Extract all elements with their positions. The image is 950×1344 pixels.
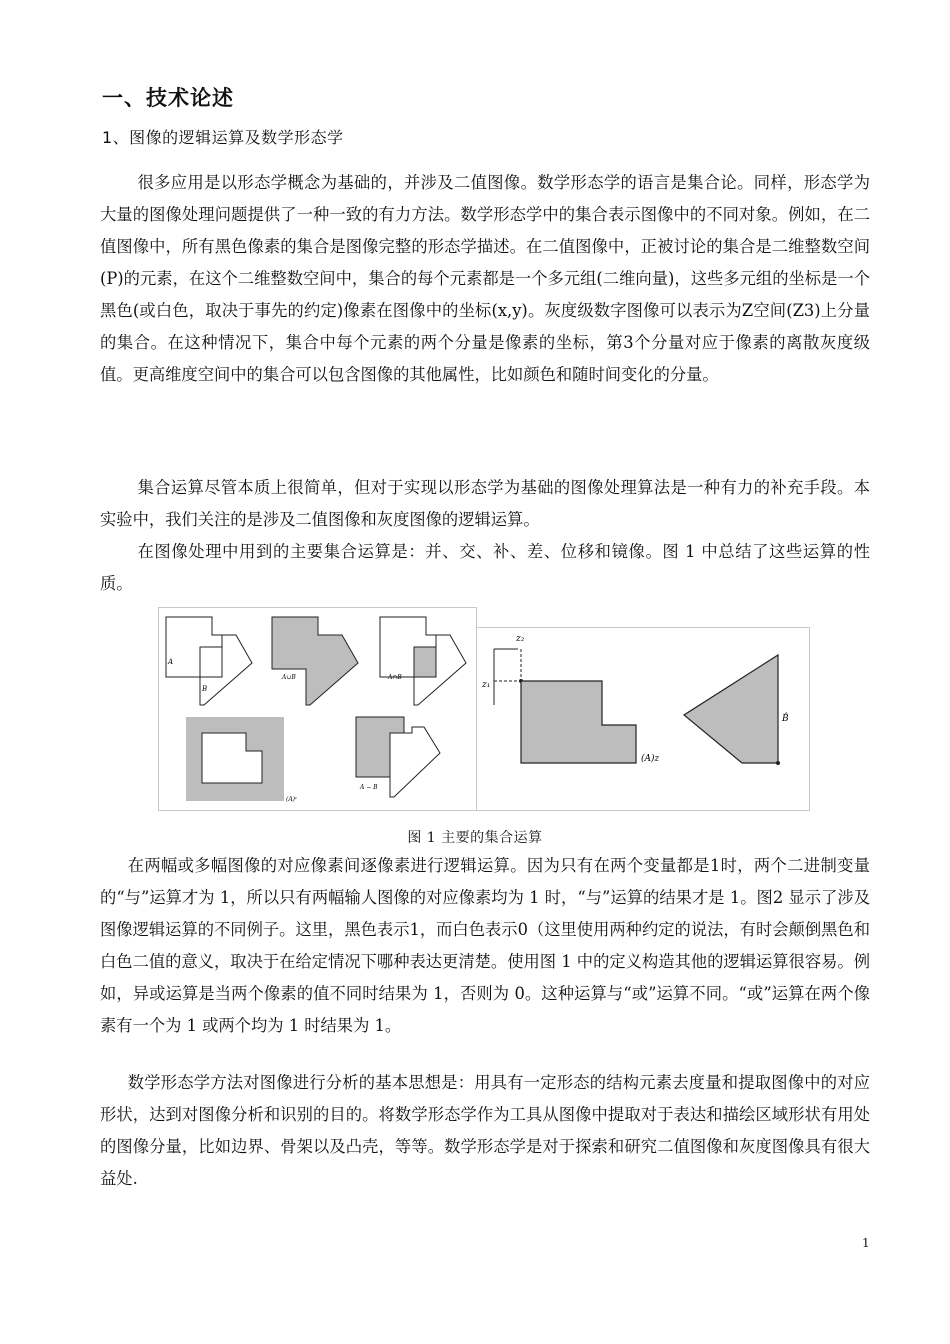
figure-caption: 图 1 主要的集合运算 (407, 830, 543, 846)
label-intersection: A∩B (388, 674, 402, 681)
label-union: A∪B (282, 674, 296, 681)
reflection-shape (684, 655, 789, 765)
label-reflection: B̂ (782, 714, 789, 724)
paragraph-set-operations: 集合运算尽管本质上很简单，但对于实现以形态学为基础的图像处理算法是一种有力的补充手段。本实验中，我们关注的是涉及二值图像和灰度图像的逻辑运算。 (100, 478, 870, 529)
complement-shape (186, 717, 297, 803)
sets-a-b-outline (166, 617, 252, 705)
intersection-shape (380, 617, 466, 705)
paragraph-morphology-methods: 数学形态学方法对图像进行分析的基本思想是：用具有一定形态的结构元素去度量和提取图像中的对应形状，达到对图像分析和识别的目的。将数学形态学作为工具从图像中提取对于表达和描绘区域形状有用处的图像分量，比如边界、骨架以及凸壳，等等。数学形态学是对于探索和研究二值图像和灰度图像具有很大益处. (100, 1073, 870, 1188)
paragraph-morphology-intro: 很多应用是以形态学概念为基础的，并涉及二值图像。数学形态学的语言是集合论。同样，形态学为大量的图像处理问题提供了一种一致的有力方法。数学形态学中的集合表示图像中的不同对象。例如，在二值图像中，所有黑色像素的集合是图像完整的形态学描述。在二值图像中，正被讨论的集合是二维整数空间 (P)的元素，在这个二维整数空间中，集合的每个元素都是一个多元组(二维向量)，这些多元组的坐标是一个黑色(或白色，取决于事先的约定)像素在图像中的坐标(x,y)。灰度级数字图像可以表示为Z空间(Z3)上分量的集合。在这种情况下，集合中每个元素的两个分量是像素的坐标，第3个分量对应于像素的离散灰度级值。更高维度空间中的集合可以包含图像的其他属性，比如颜色和随时间变化的分量。 (100, 173, 870, 384)
subsection-heading: 1、图像的逻辑运算及数学形态学 (102, 128, 344, 147)
translation-shape (481, 634, 660, 764)
label-difference: A − B (360, 784, 378, 791)
section-heading: 一、技术论述 (102, 86, 234, 110)
union-shape (272, 617, 358, 705)
label-a: A (168, 658, 174, 666)
figure-set-operations (158, 607, 810, 811)
label-z2: z₂ (516, 634, 525, 644)
label-z1: z₁ (482, 680, 491, 690)
paragraph-logic-operations: 在两幅或多幅图像的对应像素间逐像素进行逻辑运算。因为只有在两个变量都是1时，两个二进制变量的“与”运算才为 1，所以只有两幅输人图像的对应像素均为 1 时，“与”运算的结果才是 1。图2 显示了涉及图像逻辑运算的不同例子。这里，黑色表示1，而白色表示0（这里使用两种约定的说法，有时会颠倒黑色和白色二值的意义，取决于在给定情况下哪种表达更清楚。使用图 1 中的定义构造其他的逻辑运算很容易。例如，异或运算是当两个像素的值不同时结果为 1，否则为 0。这种运算与“或”运算不同。“或”运算在两个像素有一个为 1 或两个均为 1 时结果为 1。 (100, 856, 870, 1035)
difference-shape (356, 717, 440, 797)
page-number: 1 (862, 1236, 870, 1250)
paragraph-main-operations: 在图像处理中用到的主要集合运算是：并、交、补、差、位移和镜像。图 1 中总结了这些运算的性质。 (100, 542, 870, 593)
label-b: B (202, 685, 208, 693)
label-complement: (A)ᶜ (286, 796, 298, 803)
set-operations-diagram (158, 607, 810, 811)
label-translation: (A)z (641, 754, 660, 764)
